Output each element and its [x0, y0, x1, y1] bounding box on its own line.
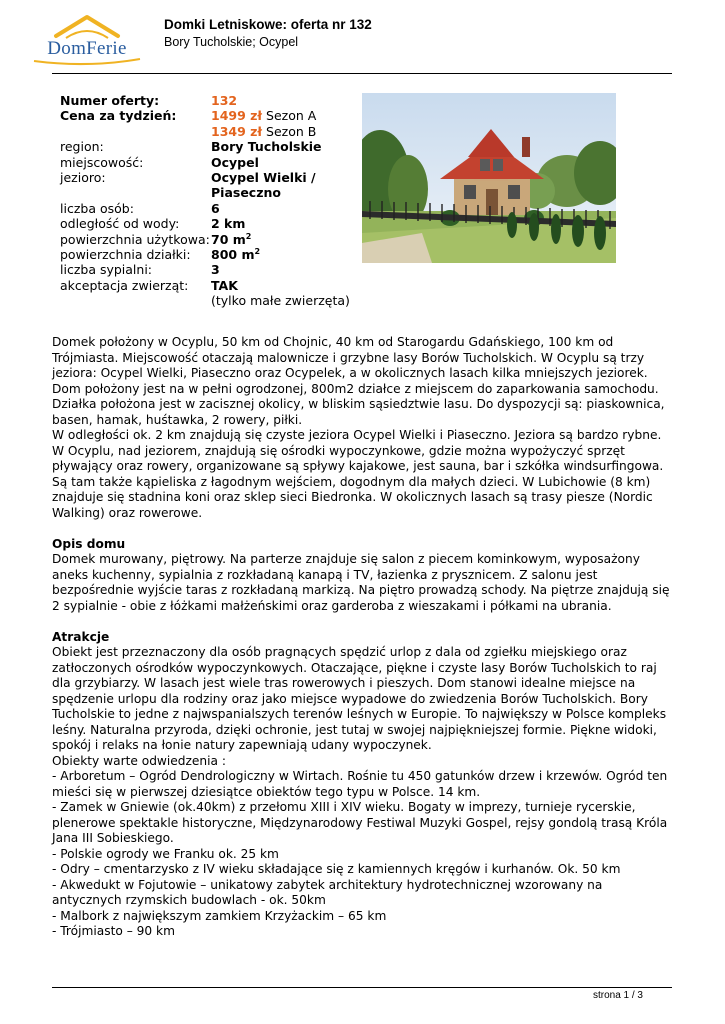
list-item: - Zamek w Gniewie (ok.40km) z przełomu XIII i XIV wieku. Bogaty w imprezy, turnieje rycerskie, plenerowe spektakle historyczne, Międzynarodowy Festiwal Muzyki Gospel, rejsy gondolą trasą Króla Jana III Sobieskiego.	[52, 800, 668, 845]
price-row	[60, 108, 360, 123]
pets-note: (tylko małe zwierzęta)	[211, 293, 350, 309]
page-title: Domki Letniskowe: oferta nr 132	[164, 17, 372, 32]
pets-label: akceptacja zwierząt:	[60, 277, 189, 293]
footer-divider	[52, 987, 672, 988]
season-b-label: Sezon B	[266, 123, 317, 139]
persons-label: liczba osób:	[60, 200, 134, 216]
list-item: - Akwedukt w Fojutowie – unikatowy zabytek architektury hydrotechnicznej wzorowany na antycznych rzymskich budowlach - ok. 50km	[52, 877, 603, 907]
intro-section	[52, 335, 672, 521]
region-label: region:	[60, 139, 104, 155]
town-row	[60, 155, 360, 170]
price-season-a: 1499 zł	[211, 108, 263, 124]
bedrooms-value: 3	[211, 262, 220, 278]
persons-row	[60, 201, 360, 216]
plot-area-label: powierzchnia działki:	[60, 247, 191, 263]
usable-area-row	[60, 232, 360, 247]
attractions-text: Obiekt jest przeznaczony dla osób pragnących spędzić urlop z dala od zgiełku miejskiego oraz zatłoczonych ośrodków wypoczynkowych. Otaczające, piękne i czyste lasy Borów Tucholskich to raj dla grzybiarzy. W lasach jest wiele tras rowerowych i pieszych. Dom stanowi idealne miejsce na spędzenie urlopu dla rodziny oraz jako miejsce wypadowe do zwiedzenia Borów Tucholskich. Bory Tucholskie to jedne z najwspanialszych terenów leśnych w Europie. To największy w Polsce kompleks leśny. Naturalna przyroda, dzięki ochronie, jest tutaj w swojej najpiękniejszej formie. Piękne widoki, spokój i relaks na łonie natury zapewniają udany wypoczynek.	[52, 645, 667, 752]
water-distance-label: odległość od wody:	[60, 216, 180, 232]
attractions-heading: Atrakcje	[52, 629, 110, 644]
region-value: Bory Tucholskie	[211, 139, 322, 155]
usable-area-exponent: 2	[245, 231, 252, 241]
list-item: - Arboretum – Ogród Dendrologiczny w Wirtach. Rośnie tu 450 gatunków drzew i krzewów. Ogród ten mieści się w pierwszej dziesiątce obiektów tego typu w Polsce. 14 km.	[52, 769, 668, 799]
usable-area-value: 70 m	[211, 231, 246, 247]
logo-wordmark: DomFerie	[47, 38, 127, 59]
list-item: - Trójmiasto – 90 km	[52, 924, 175, 938]
pets-row	[60, 278, 360, 309]
price-season-b: 1349 zł	[211, 123, 263, 139]
list-item: - Odry – cmentarzysko z IV wieku składające się z kamiennych kręgów i kurhanów. Ok. 50 km	[52, 862, 621, 876]
attractions-list-intro: Obiekty warte odwiedzenia :	[52, 753, 226, 768]
page-number: strona 1 / 3	[592, 990, 643, 1001]
price-label: Cena za tydzień:	[60, 108, 177, 124]
region-row	[60, 139, 360, 154]
water-distance-value: 2 km	[211, 216, 246, 232]
price-row-b	[60, 124, 360, 139]
offer-number-label: Numer oferty:	[60, 93, 160, 108]
plot-area-value: 800 m	[211, 247, 255, 263]
house-heading: Opis domu	[52, 536, 126, 551]
house-text: Domek murowany, piętrowy. Na parterze znajduje się salon z piecem kominkowym, wyposażony aneks kuchenny, sypialnia z rozkładaną kanapą i TV, łazienka z prysznicem. Z salonu jest bezpośrednie wyjście taras z rozkładaną markizą. Na piętro prowadzą schody. Na piętrze znajdują się 2 sypialnie - obie z łóżkami małżeńskimi oraz garderoba z wieszakami i półkami na ubrania.	[52, 552, 670, 613]
list-item: - Polskie ogrody we Franku ok. 25 km	[52, 846, 279, 861]
persons-value: 6	[211, 200, 220, 216]
bedrooms-label: liczba sypialni:	[60, 262, 153, 278]
plot-area-exponent: 2	[254, 246, 261, 256]
page-subtitle: Bory Tucholskie; Ocypel	[164, 35, 299, 49]
lake-value-2: Piaseczno	[211, 185, 281, 201]
town-value: Ocypel	[211, 154, 259, 170]
offer-number-value: 132	[211, 93, 238, 108]
offer-number-row	[60, 93, 360, 108]
season-a-label: Sezon A	[266, 108, 317, 124]
domferie-logo	[28, 14, 146, 66]
usable-area-label: powierzchnia użytkowa:	[60, 231, 210, 247]
water-distance-row	[60, 216, 360, 231]
pets-value: TAK	[211, 277, 238, 293]
list-item: - Malbork z największym zamkiem Krzyżackim – 65 km	[52, 908, 387, 923]
lake-row	[60, 170, 360, 201]
house-section	[52, 537, 672, 615]
attractions-section	[52, 630, 672, 940]
plot-area-row	[60, 247, 360, 262]
town-label: miejscowość:	[60, 154, 144, 170]
logo-graphic	[28, 14, 146, 66]
header-divider	[52, 73, 672, 74]
bedrooms-row	[60, 262, 360, 277]
lake-label: jezioro:	[60, 170, 106, 186]
lake-value-1: Ocypel Wielki /	[211, 170, 316, 186]
offer-description	[52, 335, 672, 940]
house-photo	[362, 93, 616, 263]
intro-paragraph: Domek położony w Ocyplu, 50 km od Chojnic, 40 km od Starogardu Gdańskiego, 100 km od Trójmiasta. Miejscowość otaczają malownicze i grzybne lasy Borów Tucholskich. W Ocyplu są trzy jeziora: Ocypel Wielki, Piaseczno oraz Ocypelek, a w okolicznych lasach kilka mniejszych jeziorek. Dom położony jest na w pełni ogrodzonej, 800m2 działce z miejscem do zaparkowania samochodu. Działka położona jest w zacisznej okolicy, w bliskim sąsiedztwie lasu. Do dyspozycji są: piaskownica, basen, hamak, huśtawka, 2 rowery, piłki.	[52, 335, 665, 427]
house-photo-illustration	[362, 93, 616, 263]
intro-paragraph: W odległości ok. 2 km znajdują się czyste jeziora Ocypel Wielki i Piaseczno. Jeziora są bardzo rybne. W Ocyplu, nad jeziorem, znajdują się ośrodki wypoczynkowe, gdzie można wypożyczyć sprzęt pływający oraz rowery, organizowane są spływy kajakowe, jest sauna, bar i szkółka windsurfingowa. Są tam także kąpieliska z łagodnym wejściem, dogodnym dla małych dzieci. W Lubichowie (8 km) znajduje się stadnina koni oraz sklep sieci Biedronka. W okolicznych lasach są trasy piesze (Nordic Walking) oraz rowerowe.	[52, 428, 664, 520]
offer-details	[60, 93, 360, 309]
